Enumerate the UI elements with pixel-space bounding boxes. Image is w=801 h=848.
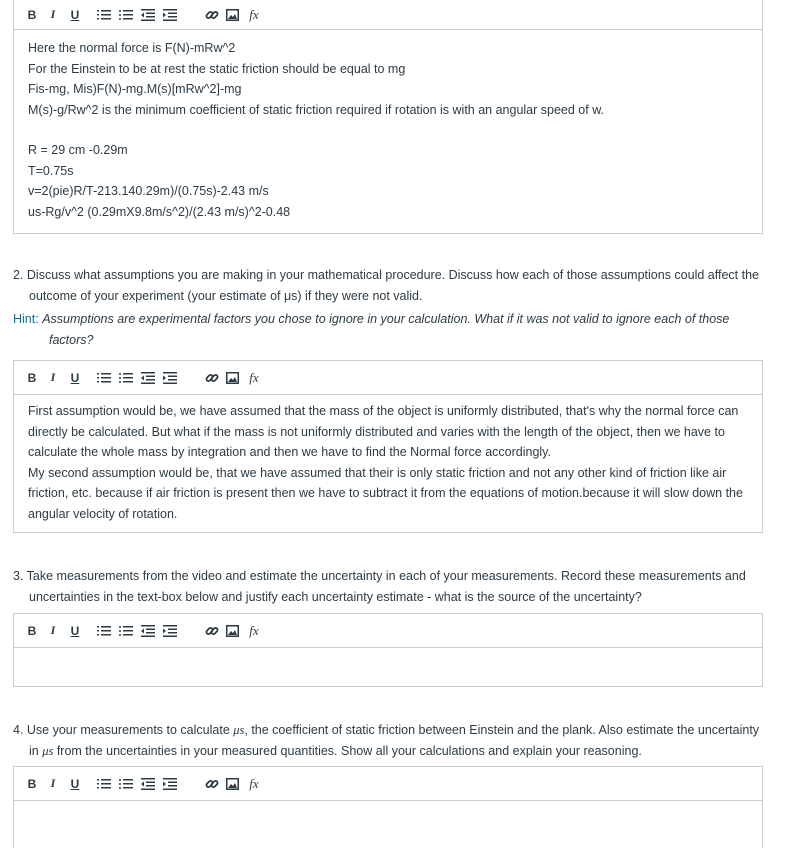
editor-toolbar xyxy=(14,361,762,395)
bullet-list-icon[interactable] xyxy=(118,369,134,387)
hint xyxy=(13,309,763,350)
blank-line xyxy=(28,120,748,140)
question-text-part: , the coefficient of static friction between Einstein and the plank. Also estimate the uncertainty in xyxy=(29,723,760,758)
image-icon[interactable] xyxy=(224,775,240,793)
question-text xyxy=(13,720,763,761)
italic-button[interactable]: I xyxy=(50,370,56,384)
editor-paragraph: For the Einstein to be at rest the static friction should be equal to mg xyxy=(28,61,406,76)
indent-icon[interactable] xyxy=(162,622,178,640)
outdent-icon[interactable] xyxy=(140,369,156,387)
answer-editor-1[interactable] xyxy=(13,0,763,234)
editor-toolbar xyxy=(14,767,762,801)
question-text: 3. Take measurements from the video and estimate the uncertainty in each of your measurements. Record these measurements and uncertainties in the text-box below and justify each uncertainty estimate - what is the source of the uncertainty? xyxy=(13,569,746,604)
indent-icon[interactable] xyxy=(162,369,178,387)
equation-icon[interactable]: fx xyxy=(249,369,259,385)
underline-button[interactable]: U xyxy=(70,370,80,385)
answer-editor-3[interactable] xyxy=(13,613,763,687)
ordered-list-icon[interactable] xyxy=(96,775,112,793)
underline-button[interactable]: U xyxy=(70,776,80,791)
bullet-list-icon[interactable] xyxy=(118,775,134,793)
editor-paragraph: T=0.75s xyxy=(28,163,74,178)
ordered-list-icon[interactable] xyxy=(96,6,112,24)
question-4 xyxy=(13,720,763,761)
editor-paragraph: R = 29 cm -0.29m xyxy=(28,143,128,157)
answer-editor-4[interactable] xyxy=(13,766,763,848)
answer-editor-2[interactable] xyxy=(13,360,763,533)
question-text-part: 4. Use your measurements to calculate xyxy=(13,723,234,737)
image-icon[interactable] xyxy=(224,6,240,24)
italic-button[interactable]: I xyxy=(50,623,56,637)
bullet-list-icon[interactable] xyxy=(118,622,134,640)
editor-paragraph: M(s)-g/Rw^2 is the minimum coefficient of static friction required if rotation is with an angular speed of w. xyxy=(28,102,605,117)
question-text: 2. Discuss what assumptions you are making in your mathematical procedure. Discuss how each of those assumptions could affect the outcome of your experiment (your estimate of μs) if they were not valid. xyxy=(13,268,759,303)
outdent-icon[interactable] xyxy=(140,622,156,640)
question-2 xyxy=(13,265,763,350)
ordered-list-icon[interactable] xyxy=(96,369,112,387)
outdent-icon[interactable] xyxy=(140,775,156,793)
link-icon[interactable] xyxy=(204,6,220,24)
editor-paragraph: us-Rg/v^2 (0.29mX9.8m/s^2)/(2.43 m/s)^2-0.48 xyxy=(28,204,291,219)
editor-paragraph: v=2(pie)R/T-213.140.29m)/(0.75s)-2.43 m/s xyxy=(28,184,269,198)
bold-button[interactable]: B xyxy=(27,370,37,385)
question-3 xyxy=(13,566,763,607)
mu-symbol: μs xyxy=(42,743,54,758)
image-icon[interactable] xyxy=(224,369,240,387)
hint-text: Assumptions are experimental factors you chose to ignore in your calculation. What if it was not valid to ignore each of those factors? xyxy=(42,312,730,347)
equation-icon[interactable]: fx xyxy=(249,6,259,22)
bullet-list-icon[interactable] xyxy=(118,6,134,24)
indent-icon[interactable] xyxy=(162,6,178,24)
underline-button[interactable]: U xyxy=(70,623,80,638)
editor-paragraph: Fis-mg, Mis)F(N)-mg.M(s)[mRw^2]-mg xyxy=(28,82,242,96)
editor-toolbar xyxy=(14,614,762,648)
editor-paragraph: First assumption would be, we have assumed that the mass of the object is uniformly distributed, that's why the normal force can directly be calculated. But what if the mass is not uniformly distributed and varies with the length of the object, then we have to calculate the whole mass by integration and then we have to find the Normal force accordingly. xyxy=(28,404,739,459)
outdent-icon[interactable] xyxy=(140,6,156,24)
underline-button[interactable]: U xyxy=(70,7,80,22)
editor-paragraph: Here the normal force is F(N)-mRw^2 xyxy=(28,41,236,55)
bold-button[interactable]: B xyxy=(27,7,37,22)
image-icon[interactable] xyxy=(224,622,240,640)
link-icon[interactable] xyxy=(204,369,220,387)
equation-icon[interactable]: fx xyxy=(249,622,259,638)
link-icon[interactable] xyxy=(204,622,220,640)
italic-button[interactable]: I xyxy=(50,7,56,21)
link-icon[interactable] xyxy=(204,775,220,793)
bold-button[interactable]: B xyxy=(27,623,37,638)
editor-paragraph: My second assumption would be, that we have assumed that their is only static friction and not any other kind of friction like air friction, etc. because if air friction is present then we have to subtract it from the equations of motion.because it will slow down the angular velocity of rotation. xyxy=(28,465,743,521)
mu-symbol: μs xyxy=(233,723,245,737)
indent-icon[interactable] xyxy=(162,775,178,793)
editor-toolbar xyxy=(14,0,762,30)
bold-button[interactable]: B xyxy=(27,776,37,791)
hint-label: Hint: xyxy=(13,312,39,326)
italic-button[interactable]: I xyxy=(50,776,56,790)
question-text-part: from the uncertainties in your measured quantities. Show all your calculations and explain your reasoning. xyxy=(53,743,642,758)
equation-icon[interactable]: fx xyxy=(249,775,259,791)
ordered-list-icon[interactable] xyxy=(96,622,112,640)
